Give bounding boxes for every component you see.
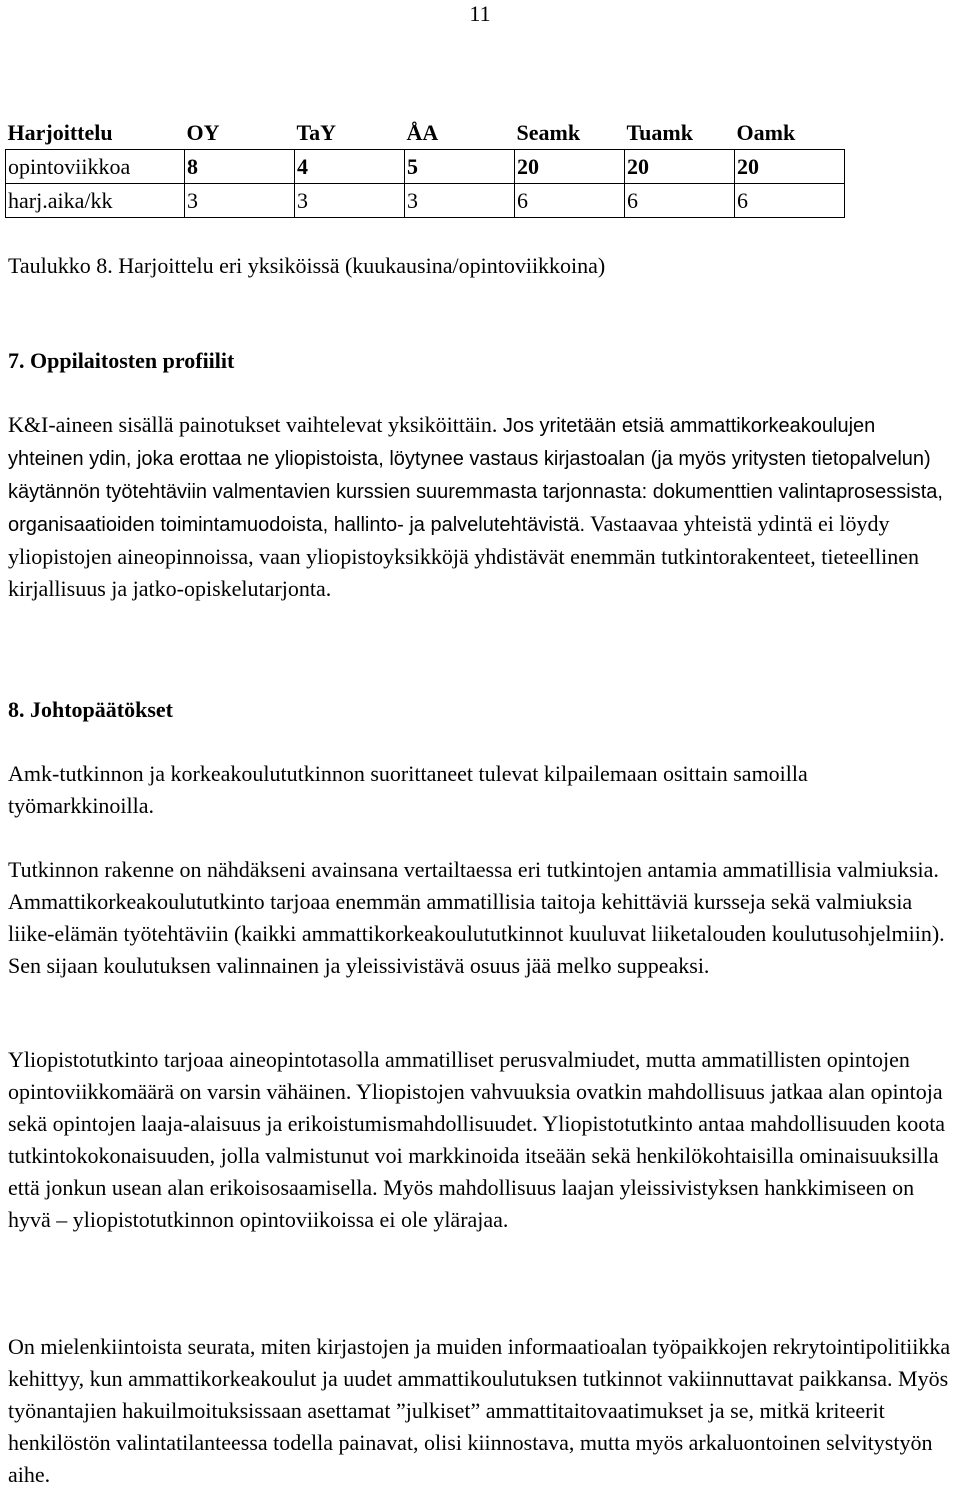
- table-cell: 6: [515, 184, 625, 218]
- paragraph-text: Jos yritetään etsiä ammattikorkeakoulujen yhteinen ydin, joka erottaa ne yliopistoista, löytynee vastaus kirjastoalan (ja myös yritysten tietopalvelun) käytännön työtehtäviin valmentavien kurssien suuremmasta tarjonnasta: dokumenttien valintaprosessista, organisaatioiden toimintamuodoista, hallinto- ja palvelutehtävistä.: [8, 415, 943, 536]
- table-cell: 20: [735, 150, 845, 184]
- table-header-cell: OY: [186, 119, 220, 145]
- table-row: [6, 150, 845, 184]
- table-cell: 8: [185, 150, 295, 184]
- table-cell: 4: [295, 150, 405, 184]
- table-caption: Taulukko 8. Harjoittelu eri yksiköissä (kuukausina/opintoviikkoina): [8, 253, 606, 278]
- paragraph-conclusion-3: Yliopistotutkinto tarjoaa aineopintotasolla ammatilliset perusvalmiudet, mutta ammatillisten opintojen opintoviikkomäärä on varsin vähäinen. Yliopistojen vahvuuksia ovatkin mahdollisuus jatkaa alan opintoja sekä opintojen laaja-alaisuus ja erikoistumismahdollisuudet. Yliopistotutkinto antaa mahdollisuuden koota tutkintokokonaisuuden, jolla valmistunut voi markkinoida itseään sekä henkilökohtaisilla ominaisuuksilla että jonkun usean alan erikoisosaamisella. Myös mahdollisuus laajan yleissivistyksen hankkimiseen on hyvä – yliopistotutkinnon opintoviikoissa ei ole ylärajaa.: [8, 1047, 946, 1232]
- table-header-cell: Seamk: [516, 119, 581, 145]
- table-header-cell: Harjoittelu: [7, 119, 113, 145]
- section-heading-7: 7. Oppilaitosten profiilit: [8, 348, 235, 373]
- internship-table: [5, 116, 845, 218]
- table-cell: harj.aika/kk: [6, 184, 185, 218]
- table-header-cell: Tuamk: [626, 119, 693, 145]
- table-cell: 5: [405, 150, 515, 184]
- paragraph-conclusion-2: Tutkinnon rakenne on nähdäkseni avainsana vertailtaessa eri tutkintojen antamia ammatillisia valmiuksia. Ammattikorkeakoulututkinto tarjoaa enemmän ammatillisia taitoja kehittäviä kursseja sekä valmiuksia liike-elämän työtehtäviin (kaikki ammattikorkeakoulututkinnot kuuluvat liiketalouden koulutusohjelmiin). Sen sijaan koulutuksen valinnainen ja yleissivistävä osuus jää melko suppeaksi.: [8, 857, 945, 978]
- table-cell: 20: [625, 150, 735, 184]
- paragraph-text: K&I-aineen sisällä painotukset vaihtelevat yksiköittäin.: [8, 412, 503, 437]
- table-row: [6, 184, 845, 218]
- table-cell: 3: [185, 184, 295, 218]
- table-cell: opintoviikkoa: [6, 150, 185, 184]
- section-heading-8: 8. Johtopäätökset: [8, 697, 174, 722]
- table-header-row: [6, 116, 845, 150]
- paragraph-conclusion-1: Amk-tutkinnon ja korkeakoulututkinnon suorittaneet tulevat kilpailemaan osittain samoilla työmarkkinoilla.: [8, 761, 808, 818]
- table-cell: 20: [515, 150, 625, 184]
- paragraph-conclusion-4: On mielenkiintoista seurata, miten kirjastojen ja muiden informaatioalan työpaikkojen rekrytointipolitiikka kehittyy, kun ammattikorkeakoulut ja uudet ammattikoulutuksen tutkinnot vakiinnuttavat paikkansa. Myös työnantajien hakuilmoituksissaan asettamat ”julkiset” ammattitaitovaatimukset ja se, mitkä kriteerit henkilöstön valintatilanteessa todella painavat, olisi kiinnostava, mutta myös arkaluontoinen selvitystyön aihe.: [8, 1334, 951, 1487]
- table-header-cell: TaY: [296, 119, 337, 145]
- paragraph-profiles: [8, 409, 953, 605]
- table-cell: 6: [735, 184, 845, 218]
- table-cell: 3: [405, 184, 515, 218]
- table-cell: 6: [625, 184, 735, 218]
- page-number: 11: [469, 1, 491, 26]
- table-header-cell: Oamk: [736, 119, 796, 145]
- paragraph-text: Vastaavaa yhteistä ydintä ei löydy yliopistojen aineopinnoissa, vaan yliopistoyksikköjä yhdistävät enemmän tutkintorakenteet, tieteellinen kirjallisuus ja jatko-opiskelutarjonta.: [8, 511, 919, 601]
- table-header-cell: ÅA: [406, 119, 439, 145]
- table-cell: 3: [295, 184, 405, 218]
